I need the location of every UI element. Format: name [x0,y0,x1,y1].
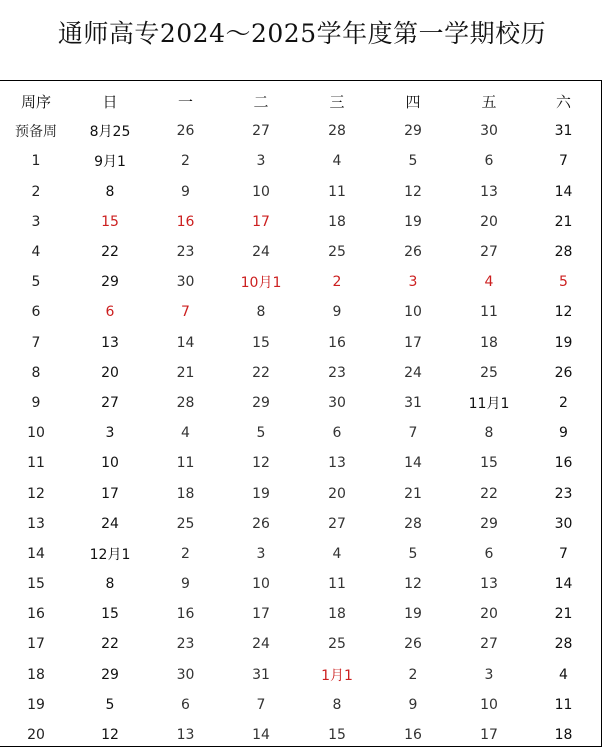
header-week-number: 周序 [20,92,51,111]
day-cell: 23 [176,636,195,653]
page-title: 通师高专2024～2025学年度第一学期校历 [57,19,547,48]
day-cell: 25 [328,636,346,653]
day-cell: 13 [101,334,119,351]
day-cell: 16 [554,455,573,472]
week-number: 1 [31,153,41,170]
day-cell: 9 [559,425,568,442]
day-cell: 12 [101,727,119,744]
day-cell: 31 [554,123,573,140]
day-cell: 18 [328,213,346,230]
day-cell: 22 [101,244,119,261]
day-cell: 7 [256,696,266,713]
day-cell: 10 [252,183,270,200]
holiday-day-cell: 6 [105,304,115,321]
day-cell: 2 [181,545,190,562]
day-cell: 14 [554,183,573,200]
day-cell: 14 [176,334,195,351]
day-cell: 11 [328,183,346,200]
week-number: 10 [27,425,45,442]
day-cell: 6 [484,153,494,170]
day-cell: 22 [101,636,119,653]
day-cell: 30 [176,274,195,291]
day-cell: 17 [101,485,119,502]
header-friday: 五 [481,92,497,111]
week-number: 9 [31,394,41,411]
week-number: 16 [27,606,45,623]
day-cell: 14 [554,576,573,593]
day-cell: 20 [328,485,346,502]
day-cell: 8月25 [89,124,131,141]
table-row [0,660,600,690]
week-number: 14 [27,545,45,562]
day-cell: 9月1 [94,154,126,171]
day-cell: 30 [176,666,195,683]
day-cell: 9 [181,576,190,593]
day-cell: 11 [328,576,346,593]
header-sunday: 日 [102,92,118,111]
day-cell: 2 [408,666,418,683]
day-cell: 21 [554,213,573,230]
day-cell: 25 [328,244,346,261]
day-cell: 21 [176,364,195,381]
day-cell: 10 [252,576,270,593]
day-cell: 26 [554,364,573,381]
day-cell: 31 [404,394,422,411]
day-cell: 29 [101,274,119,291]
day-cell: 17 [480,727,498,744]
table-row [0,720,600,750]
day-cell: 2 [559,394,568,411]
holiday-day-cell: 2 [332,274,342,291]
table-row [0,146,600,176]
day-cell: 21 [404,485,422,502]
day-cell: 24 [252,244,270,261]
holiday-day-cell: 15 [101,213,119,230]
table-row [0,328,600,358]
table-row [0,267,600,297]
day-cell: 20 [480,213,498,230]
week-number: 预备周 [15,124,57,141]
day-cell: 13 [480,576,498,593]
day-cell: 8 [332,696,342,713]
day-cell: 26 [404,636,422,653]
week-number: 4 [31,244,41,261]
holiday-day-cell: 4 [484,274,494,291]
day-cell: 29 [404,123,422,140]
day-cell: 9 [332,304,342,321]
day-cell: 16 [328,334,346,351]
day-cell: 29 [101,666,119,683]
day-cell: 19 [404,213,422,230]
table-row [0,177,600,207]
day-cell: 12 [404,183,422,200]
day-cell: 29 [252,394,270,411]
week-number: 15 [27,576,45,593]
day-cell: 25 [480,364,498,381]
day-cell: 26 [176,123,195,140]
table-row [0,478,600,508]
day-cell: 14 [404,455,422,472]
table-row [0,297,600,327]
day-cell: 23 [328,364,346,381]
day-cell: 23 [554,485,573,502]
day-cell: 2 [181,153,190,170]
header-wednesday: 三 [329,92,345,111]
day-cell: 27 [252,123,270,140]
week-number: 12 [27,485,45,502]
table-row [0,358,600,388]
day-cell: 13 [176,727,195,744]
table-row [0,599,600,629]
day-cell: 17 [404,334,422,351]
day-cell: 15 [328,727,346,744]
table-row [0,418,600,448]
header-monday: 一 [177,92,193,111]
day-cell: 27 [101,394,119,411]
day-cell: 4 [181,425,190,442]
day-cell: 7 [559,545,568,562]
day-cell: 27 [480,636,498,653]
holiday-day-cell: 16 [176,213,195,230]
table-row [0,509,600,539]
day-cell: 28 [328,123,346,140]
day-cell: 15 [252,334,270,351]
day-cell: 18 [328,606,346,623]
day-cell: 16 [404,727,422,744]
day-cell: 4 [332,545,342,562]
day-cell: 26 [404,244,422,261]
day-cell: 8 [484,425,494,442]
day-cell: 7 [559,153,568,170]
day-cell: 20 [101,364,119,381]
day-cell: 24 [252,636,270,653]
day-cell: 27 [328,515,346,532]
day-cell: 28 [554,244,573,261]
day-cell: 5 [256,425,266,442]
day-cell: 11 [176,455,195,472]
day-cell: 19 [404,606,422,623]
day-cell: 19 [252,485,270,502]
day-cell: 8 [105,576,115,593]
day-cell: 25 [176,515,195,532]
day-cell: 12 [404,576,422,593]
day-cell: 12月1 [89,546,131,563]
day-cell: 31 [252,666,270,683]
day-cell: 18 [554,727,573,744]
week-number: 11 [27,455,45,472]
day-cell: 20 [480,606,498,623]
day-cell: 12 [554,304,573,321]
day-cell: 24 [404,364,422,381]
day-cell: 15 [480,455,498,472]
day-cell: 5 [105,696,115,713]
day-cell: 30 [480,123,498,140]
day-cell: 29 [480,515,498,532]
header-tuesday: 二 [253,92,269,111]
day-cell: 16 [176,606,195,623]
table-row [0,569,600,599]
header-thursday: 四 [405,92,421,111]
day-cell: 5 [408,153,418,170]
day-cell: 5 [408,545,418,562]
week-number: 3 [31,213,41,230]
header-saturday: 六 [555,92,571,111]
day-cell: 28 [554,636,573,653]
week-number: 20 [27,727,45,744]
day-cell: 9 [408,696,418,713]
holiday-day-cell: 17 [252,213,270,230]
table-row [0,116,600,146]
day-cell: 28 [176,394,195,411]
day-cell: 11 [480,304,498,321]
day-cell: 13 [480,183,498,200]
day-cell: 19 [554,334,573,351]
day-cell: 27 [480,244,498,261]
day-cell: 6 [484,545,494,562]
table-row [0,539,600,569]
table-row [0,690,600,720]
week-number: 13 [27,515,45,532]
holiday-day-cell: 3 [408,274,418,291]
day-cell: 10 [480,696,498,713]
day-cell: 30 [328,394,346,411]
day-cell: 14 [252,727,270,744]
day-cell: 4 [559,666,568,683]
day-cell: 22 [252,364,270,381]
day-cell: 6 [332,425,342,442]
table-row [0,237,600,267]
day-cell: 3 [105,425,115,442]
week-number: 8 [31,364,41,381]
calendar-table [0,86,600,750]
day-cell: 18 [176,485,195,502]
day-cell: 17 [252,606,270,623]
table-row [0,207,600,237]
day-cell: 22 [480,485,498,502]
holiday-day-cell: 7 [181,304,190,321]
table-row [0,629,600,659]
day-cell: 10 [404,304,422,321]
week-number: 5 [31,274,41,291]
day-cell: 8 [105,183,115,200]
week-number: 7 [31,334,41,351]
day-cell: 24 [101,515,119,532]
day-cell: 7 [408,425,418,442]
day-cell: 9 [181,183,190,200]
day-cell: 13 [328,455,346,472]
day-cell: 3 [256,153,266,170]
holiday-day-cell: 1月1 [321,667,353,684]
week-number: 2 [31,183,41,200]
day-cell: 3 [484,666,494,683]
week-number: 6 [31,304,41,321]
day-cell: 28 [404,515,422,532]
day-cell: 23 [176,244,195,261]
table-row [0,448,600,478]
day-cell: 3 [256,545,266,562]
day-cell: 8 [256,304,266,321]
holiday-day-cell: 5 [559,274,568,291]
header-row [0,86,600,116]
week-number: 18 [27,666,45,683]
day-cell: 10 [101,455,119,472]
day-cell: 21 [554,606,573,623]
day-cell: 26 [252,515,270,532]
day-cell: 15 [101,606,119,623]
holiday-day-cell: 10月1 [240,275,282,292]
day-cell: 18 [480,334,498,351]
day-cell: 11 [554,696,573,713]
week-number: 19 [27,696,45,713]
table-row [0,388,600,418]
day-cell: 4 [332,153,342,170]
week-number: 17 [27,636,45,653]
day-cell: 6 [181,696,190,713]
day-cell: 11月1 [468,395,510,412]
day-cell: 12 [252,455,270,472]
day-cell: 30 [554,515,573,532]
